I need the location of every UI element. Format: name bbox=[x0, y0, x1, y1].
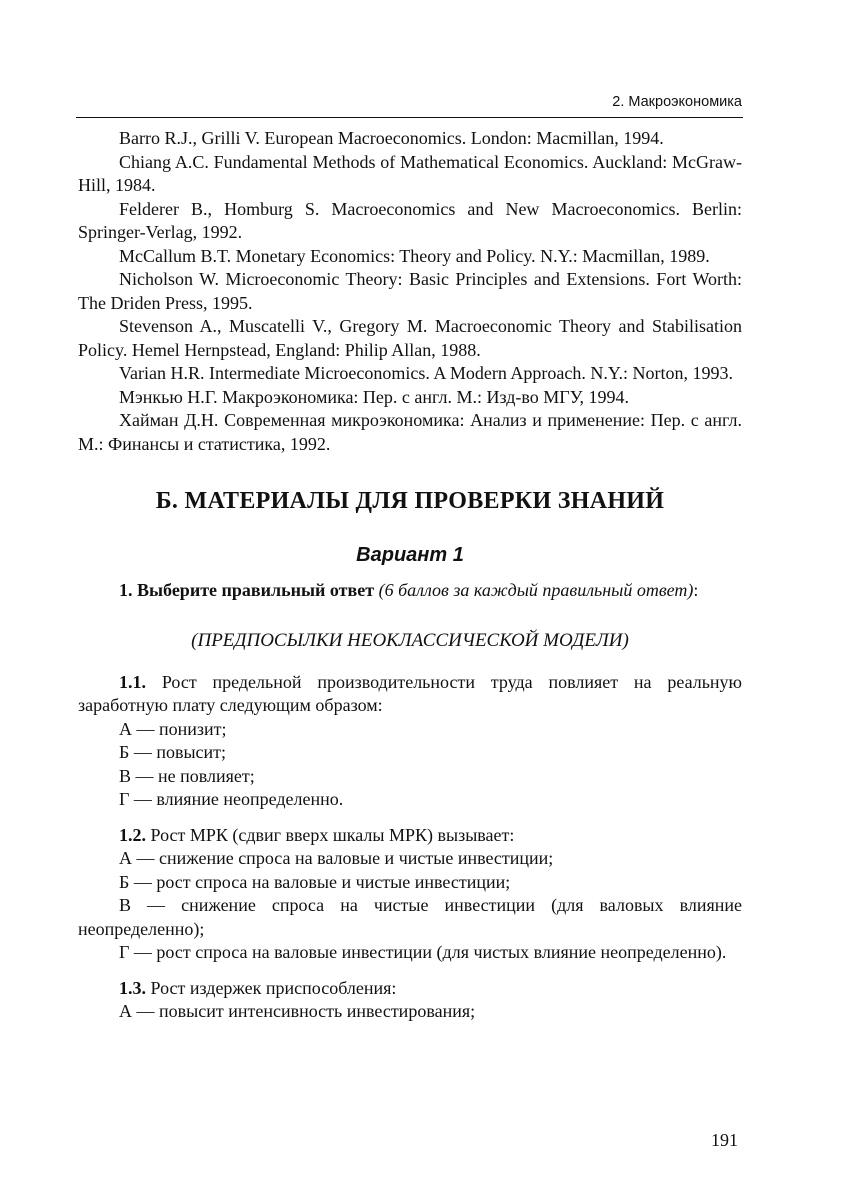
task-instruction bbox=[78, 579, 742, 603]
question-number: 1.1. bbox=[119, 671, 146, 692]
answer-option: В — снижение спроса на чистые инвестиции (для валовых влияние неопределенно); bbox=[78, 895, 742, 939]
question-1-3 bbox=[78, 977, 742, 1024]
task-note: (6 баллов за каждый правильный ответ) bbox=[378, 580, 694, 600]
answer-option: Г — рост спроса на валовые инвестиции (для чистых влияние неопределенно). bbox=[119, 942, 727, 962]
answer-option: Б — повысит; bbox=[119, 742, 227, 762]
reference-list bbox=[78, 127, 742, 456]
page-content bbox=[78, 127, 742, 1024]
answer-option: В — не повлияет; bbox=[119, 765, 255, 786]
question-body: Рост МРК (сдвиг вверх шкалы МРК) вызывает: bbox=[150, 824, 515, 845]
header-rule bbox=[76, 117, 743, 118]
question-text bbox=[78, 977, 742, 1001]
answer-option: Б — рост спроса на валовые и чистые инвестиции; bbox=[119, 871, 511, 892]
reference-item: Хайман Д.Н. Современная микроэкономика: Анализ и применение: Пер. с англ. М.: Финансы и статистика, 1992. bbox=[78, 410, 742, 454]
question-text bbox=[78, 671, 742, 718]
variant-title: Вариант 1 bbox=[356, 544, 464, 566]
question-number: 1.3. bbox=[119, 977, 146, 998]
question-body: Рост предельной производительности труда повлияет на реальную заработную плату следующим образом: bbox=[78, 671, 742, 715]
question-1-1 bbox=[78, 671, 742, 812]
running-head: 2. Макроэкономика bbox=[612, 94, 742, 110]
answer-option: А — снижение спроса на валовые и чистые инвестиции; bbox=[119, 848, 554, 868]
reference-item: Felderer B., Homburg S. Macroeconomics and New Macroeconomics. Berlin: Springer-Verlag, 1992. bbox=[78, 198, 742, 242]
answer-option: А — понизит; bbox=[119, 718, 227, 739]
answer-option: Г — влияние неопределенно. bbox=[119, 789, 344, 809]
reference-item: Chiang A.C. Fundamental Methods of Mathematical Economics. Auckland: McGraw-Hill, 1984. bbox=[78, 151, 742, 195]
page-number: 191 bbox=[711, 1130, 738, 1150]
section-title: Б. МАТЕРИАЛЫ ДЛЯ ПРОВЕРКИ ЗНАНИЙ bbox=[155, 488, 665, 514]
reference-item: McCallum B.T. Monetary Economics: Theory and Policy. N.Y.: Macmillan, 1989. bbox=[119, 245, 710, 266]
task-tail: : bbox=[693, 580, 699, 600]
reference-item: Stevenson A., Muscatelli V., Gregory M. Macroeconomic Theory and Stabilisation Policy. Hemel Hernpstead, England: Philip Allan, 1988. bbox=[78, 316, 742, 360]
reference-item: Мэнкью Н.Г. Макроэкономика: Пер. с англ. М.: Изд-во МГУ, 1994. bbox=[119, 386, 630, 407]
task-label: 1. Выберите правильный ответ bbox=[119, 580, 375, 600]
question-text bbox=[78, 824, 742, 848]
reference-item: Varian H.R. Intermediate Microeconomics. A Modern Approach. N.Y.: Norton, 1993. bbox=[119, 363, 734, 383]
question-number: 1.2. bbox=[119, 824, 146, 845]
answer-option: А — повысит интенсивность инвестирования; bbox=[119, 1001, 476, 1021]
question-1-2 bbox=[78, 824, 742, 965]
reference-item: Nicholson W. Microeconomic Theory: Basic Principles and Extensions. Fort Worth: The Driden Press, 1995. bbox=[78, 269, 742, 313]
question-body: Рост издержек приспособления: bbox=[150, 977, 397, 998]
reference-item: Barro R.J., Grilli V. European Macroeconomics. London: Macmillan, 1994. bbox=[119, 128, 664, 148]
topic-heading: (ПРЕДПОСЫЛКИ НЕОКЛАССИЧЕСКОЙ МОДЕЛИ) bbox=[191, 629, 629, 651]
